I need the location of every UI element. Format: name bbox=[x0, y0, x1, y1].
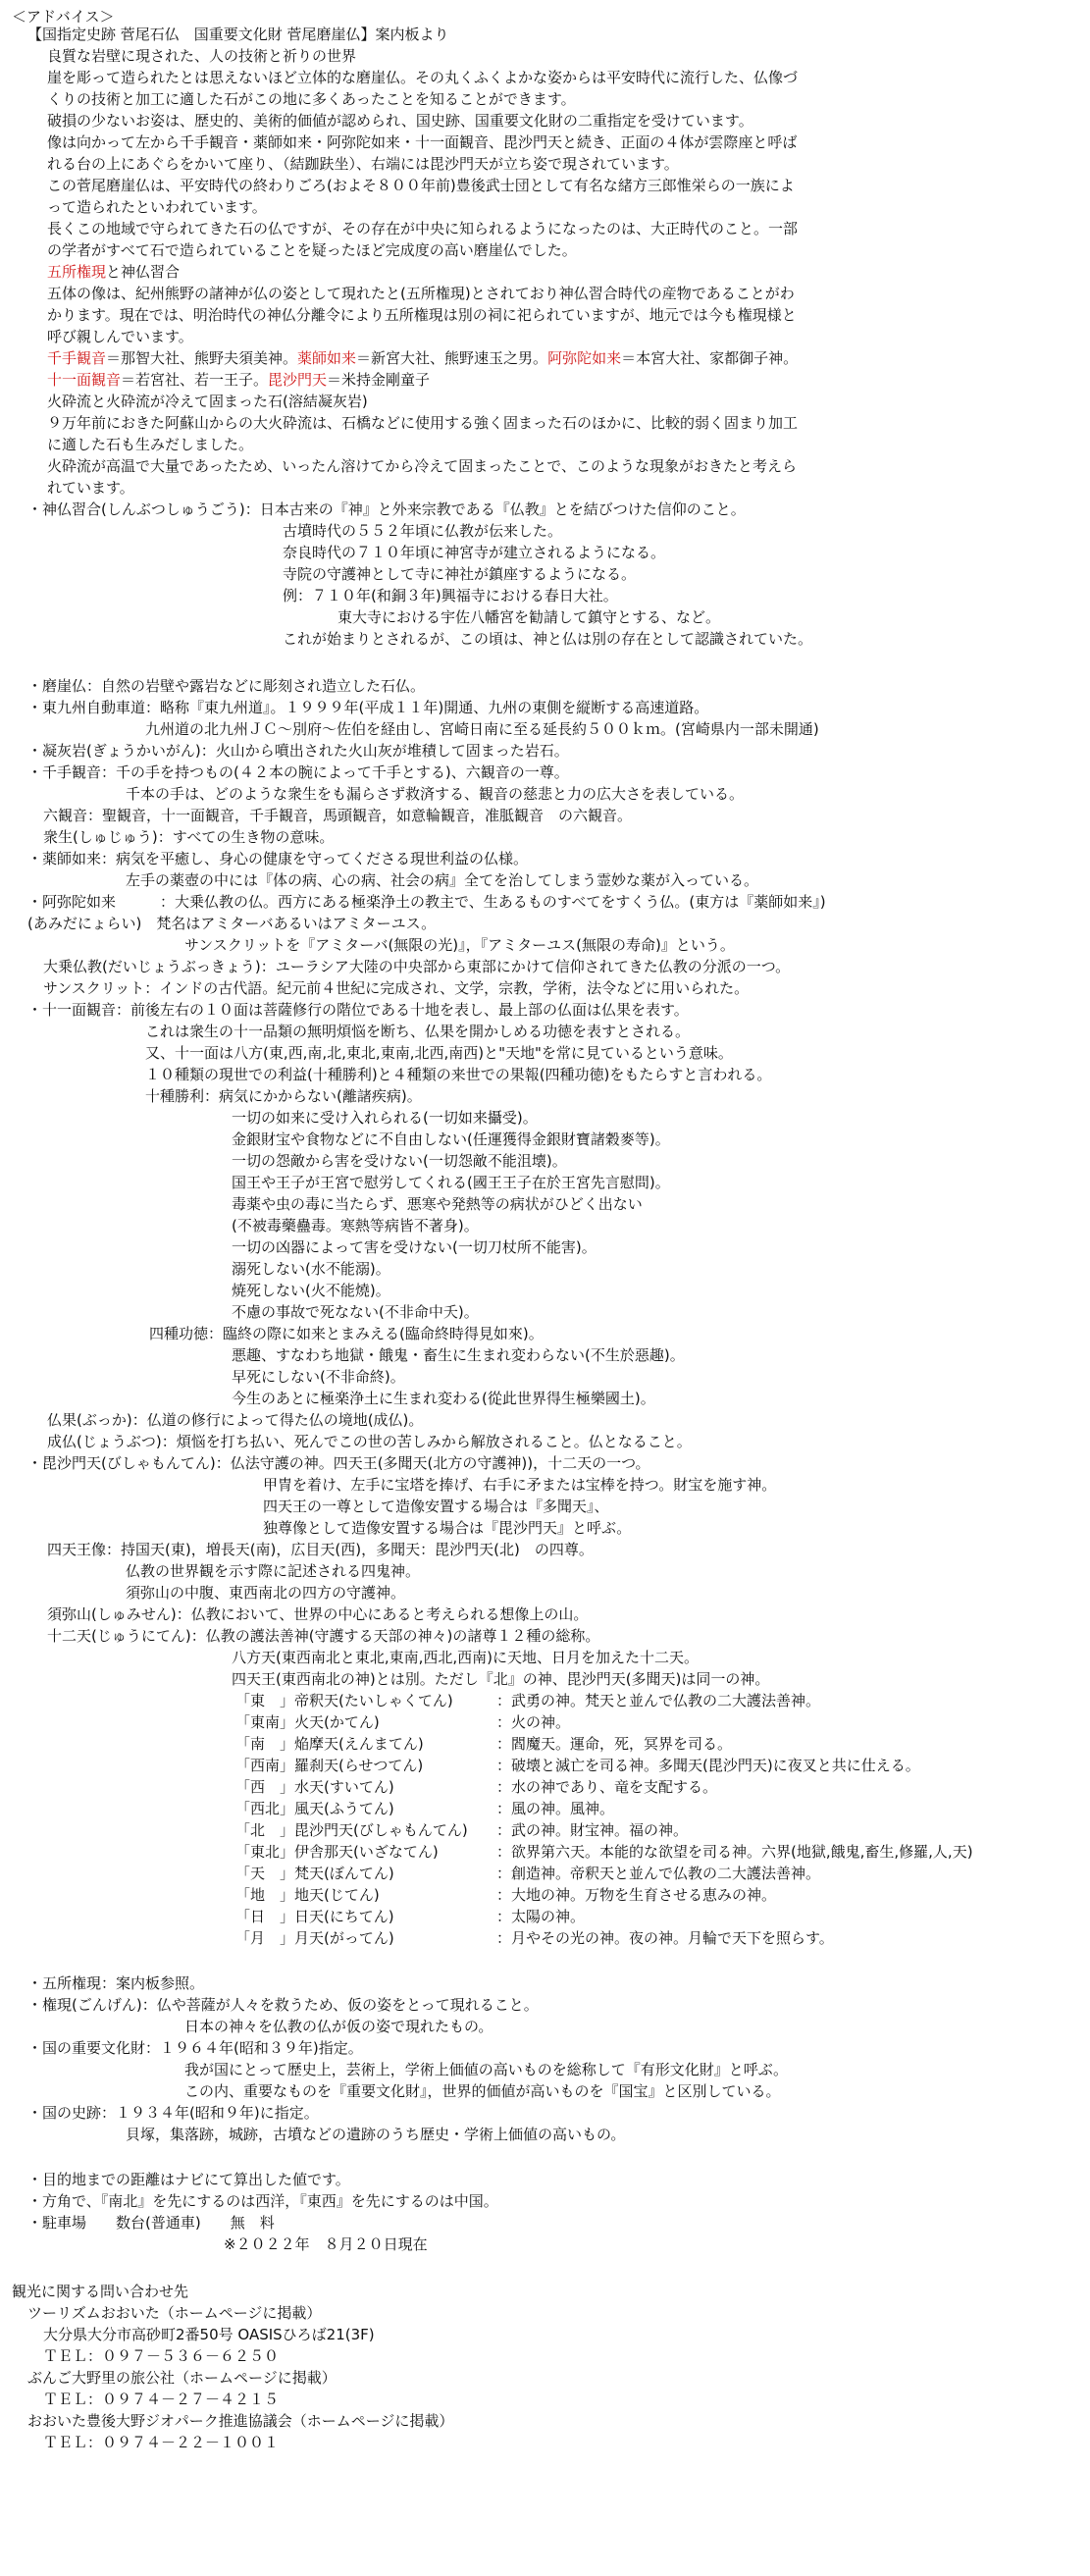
advice-label: ＜アドバイス＞ bbox=[12, 8, 115, 26]
deva-desc: ：破壊と滅亡を司る神。多聞天(毘沙門天)に夜叉と共に仕える。 bbox=[496, 1757, 920, 1774]
text-line: ・磨崖仏：自然の岩壁や露岩などに彫刻され造立した石仏。 bbox=[27, 677, 426, 695]
text-line: 大乗仏教(だいじょうぶっきょう)：ユーラシア大陸の中央部から東部にかけて信仰されてきた仏教の分派の一つ。 bbox=[43, 958, 791, 975]
text-line: ・凝灰岩(ぎょうかいがん)：火山から噴出された火山灰が堆積して固まった岩石。 bbox=[27, 742, 569, 760]
text-line: 崖を彫って造られたとは思えないほど立体的な磨崖仏。その丸くふくよかな姿からは平安時代に流行した、仏像づ bbox=[47, 69, 799, 86]
text-line: 須弥山の中腹、東西南北の四方の守護神。 bbox=[126, 1584, 406, 1602]
text-line: 奈良時代の７１０年頃に神宮寺が建立されるようになる。 bbox=[283, 544, 666, 561]
text-line: 仏果(ぶっか)：仏道の修行によって得た仏の境地(成仏)。 bbox=[47, 1411, 424, 1429]
deity-desc: ＝那智大社、熊野夫須美神。 bbox=[106, 349, 298, 367]
text-line: 火砕流と火砕流が冷えて固まった石(溶結凝灰岩) bbox=[47, 393, 368, 410]
text-line: ・薬師如来：病気を平癒し、身心の健康を守ってくださる現世利益の仏様。 bbox=[27, 850, 529, 867]
text-line: 毒薬や虫の毒に当たらず、悪寒や発熱等の病状がひどく出ない bbox=[232, 1195, 643, 1213]
contact-org: おおいた豊後大野ジオパーク推進協議会（ホームページに掲載） bbox=[27, 2412, 454, 2430]
text-line: れる台の上にあぐらをかいて座り、（結跏趺坐）、右端には毘沙門天が立ち姿で現されています。 bbox=[47, 155, 679, 173]
text-line: ・権現(ごんげん)：仏や菩薩が人々を救うため、仮の姿をとって現れること。 bbox=[27, 1996, 539, 2014]
deva-name: 「北 」毘沙門天(びしゃもんてん) bbox=[235, 1821, 468, 1839]
deva-desc: ：月やその光の神。夜の神。月輪で天下を照らす。 bbox=[496, 1929, 834, 1947]
highlight-term: 十一面観音 bbox=[47, 371, 122, 389]
text-line: の学者がすべて石で造られていることを疑ったほど完成度の高い磨崖仏でした。 bbox=[47, 241, 577, 259]
text-line: れています。 bbox=[47, 479, 134, 497]
text-line: ・国の重要文化財：１９６４年(昭和３９年)指定。 bbox=[27, 2039, 363, 2057]
text-line: 一切の怨敵から害を受けない(一切怨敵不能沮壊)。 bbox=[232, 1152, 567, 1170]
text-line: ・千手観音：千の手を持つもの(４２本の腕によって千手とする)、六観音の一尊。 bbox=[27, 763, 569, 781]
text-line: 九州道の北九州ＪＣ～別府～佐伯を経由し、宮崎日南に至る延長約５００ｋｍ。(宮崎県内一部未開通) bbox=[145, 720, 819, 738]
highlight-term: 五所権現 bbox=[47, 263, 107, 281]
deva-name: 「天 」梵天(ぼんてん) bbox=[235, 1865, 394, 1882]
deity-desc: ＝新宮大社、熊野速玉之男。 bbox=[356, 349, 548, 367]
text-line: 日本の神々を仏教の仏が仮の姿で現れたもの。 bbox=[184, 2018, 493, 2035]
text-line: 金銀財宝や食物などに不自由しない(任運獲得金銀財寶諸穀麥等)。 bbox=[232, 1130, 670, 1148]
deity-line-1 bbox=[47, 347, 798, 369]
text-line: これが始まりとされるが、この頃は、神と仏は別の存在として認識されていた。 bbox=[283, 630, 813, 648]
highlight-term: 毘沙門天 bbox=[268, 371, 328, 389]
text-line: 貝塚，集落跡，城跡，古墳などの遺跡のうち歴史・学術上価値の高いもの。 bbox=[126, 2126, 626, 2143]
text-line: 五体の像は、紀州熊野の諸神が仏の姿として現れたと(五所権現)とされており神仏習合時代の産物であることがわ bbox=[47, 285, 795, 302]
text-line: 甲冑を着け、左手に宝塔を捧げ、右手に矛または宝棒を持つ。財宝を施す神。 bbox=[263, 1476, 777, 1494]
text-line: くりの技術と加工に適した石がこの地に多くあったことを知ることができます。 bbox=[47, 90, 576, 108]
text-line: ・十一面観音：前後左右の１０面は菩薩修行の階位である十地を表し、最上部の仏面は仏果を表す。 bbox=[27, 1001, 689, 1019]
text-line: 一切の如来に受け入れられる(一切如来攝受)。 bbox=[232, 1109, 538, 1127]
text-line: 長くこの地域で守られてきた石の仏ですが、その存在が中央に知られるようになったのは、大正時代のこと。一部 bbox=[47, 220, 799, 237]
text-line: 独尊像として造像安置する場合は『毘沙門天』と呼ぶ。 bbox=[263, 1519, 632, 1537]
heading-rest: と神仏習合 bbox=[106, 263, 181, 281]
text-line: ・毘沙門天(びしゃもんてん)：仏法守護の神。四天王(多聞天(北方の守護神))，十二天の一つ。 bbox=[27, 1454, 650, 1472]
text-line: 焼死しない(火不能燒)。 bbox=[232, 1282, 390, 1299]
text-line: (あみだにょらい) 梵名はアミターバあるいはアミターユス。 bbox=[27, 915, 437, 932]
text-line: って造られたといわれています。 bbox=[47, 198, 267, 216]
text-line: ・方角で、『南北』を先にするのは西洋，『東西』を先にするのは中国。 bbox=[27, 2192, 498, 2210]
text-line: 仏教の世界観を示す際に記述される四鬼神。 bbox=[126, 1562, 421, 1580]
deva-name: 「月 」月天(がってん) bbox=[235, 1929, 394, 1947]
deity-desc: ＝若宮社、若一王子。 bbox=[121, 371, 269, 389]
deva-desc: ：閻魔天。運命，死，冥界を司る。 bbox=[496, 1735, 733, 1753]
contact-org: ツーリズムおおいた（ホームページに掲載） bbox=[27, 2304, 322, 2322]
text-line: かります。現在では、明治時代の神仏分離令により五所権現は別の祠に祀られていますが、地元では今も権現様と bbox=[47, 306, 797, 324]
text-line: ・目的地までの距離はナビにて算出した値です。 bbox=[27, 2171, 350, 2188]
deva-name: 「日 」日天(にちてん) bbox=[235, 1908, 394, 1925]
text-line: 成仏(じょうぶつ)：煩悩を打ち払い、死んでこの世の苦しみから解放されること。仏となること。 bbox=[47, 1433, 692, 1450]
text-line: 東大寺における宇佐八幡宮を勧請して鎮守とする、など。 bbox=[337, 608, 721, 626]
text-line: 悪趣、すなわち地獄・餓鬼・畜生に生まれ変わらない(不生於惡趣)。 bbox=[232, 1346, 685, 1364]
text-line: 左手の薬壺の中には『体の病、心の病、社会の病』全てを治してしまう霊妙な薬が入っている。 bbox=[126, 871, 759, 889]
deva-desc: ：創造神。帝釈天と並んで仏教の二大護法善神。 bbox=[496, 1865, 821, 1882]
deva-desc: ：武の神。財宝神。福の神。 bbox=[496, 1821, 689, 1839]
deva-desc: ：欲界第六天。本能的な欲望を司る神。六界(地獄,餓鬼,畜生,修羅,人,天) bbox=[496, 1843, 973, 1861]
text-line: 八方天(東西南北と東北,東南,西北,西南)に天地、日月を加えた十二天。 bbox=[232, 1649, 700, 1666]
text-line: 四天王像：持国天(東)，増長天(南)，広目天(西)，多聞天：毘沙門天(北) の四尊。 bbox=[47, 1541, 594, 1558]
deva-desc: ：大地の神。万物を生育させる恵みの神。 bbox=[496, 1886, 777, 1904]
text-line: 十種勝利：病気にかからない(離諸疾病)。 bbox=[145, 1087, 422, 1105]
contact-tel: ＴＥＬ：０９７－５３６－６２５０ bbox=[43, 2347, 280, 2365]
text-line: 衆生(しゅじゅう)：すべての生き物の意味。 bbox=[43, 828, 335, 846]
text-line: 四天王の一尊として造像安置する場合は『多聞天』、 bbox=[263, 1498, 609, 1515]
text-line: (不被毒藥蠱毒。寒熱等病皆不著身)。 bbox=[232, 1217, 479, 1235]
text-line: 破損の少ないお姿は、歴史的、美術的価値が認められ、国史跡、国重要文化財の二重指定を受けています。 bbox=[47, 112, 753, 130]
text-line: 千本の手は、どのような衆生をも漏らさず救済する、観音の慈悲と力の広大さを表している。 bbox=[126, 785, 745, 803]
text-line: ・国の史跡：１９３４年(昭和９年)に指定。 bbox=[27, 2104, 319, 2122]
text-line: ※２０２２年 ８月２０日現在 bbox=[224, 2235, 428, 2253]
text-line: 六観音：聖観音，十一面観音，千手観音，馬頭観音，如意輪観音，准胝観音 の六観音。 bbox=[43, 807, 633, 824]
contact-org: ぶんご大野里の旅公社（ホームページに掲載） bbox=[27, 2369, 337, 2387]
text-line: 火砕流が高温で大量であったため、いったん溶けてから冷えて固まったことで、このような現象がおきたと考えら bbox=[47, 457, 797, 475]
text-line: ・阿弥陀如来 ：大乗仏教の仏。西方にある極楽浄土の教主で、生あるものすべてをすくう仏。(東方は『薬師如来』) bbox=[27, 893, 826, 911]
highlight-term: 阿弥陀如来 bbox=[547, 349, 622, 367]
deva-desc: ：太陽の神。 bbox=[496, 1908, 586, 1925]
text-line: 早死にしない(不非命終)。 bbox=[232, 1368, 405, 1386]
text-line: ９万年前におきた阿蘇山からの大火砕流は、石橋などに使用する強く固まった石のほかに、比較的弱く固まり加工 bbox=[47, 414, 799, 432]
deva-name: 「西南」羅刹天(らせつてん) bbox=[235, 1757, 424, 1774]
text-line: ・東九州自動車道：略称『東九州道』。１９９９年(平成１１年)開通、九州の東側を縦断する高速道路。 bbox=[27, 699, 709, 716]
contact-address: 大分県大分市高砂町2番50号 OASISひろば21(3F) bbox=[43, 2326, 375, 2343]
gosho-heading bbox=[47, 261, 180, 283]
text-line: これは衆生の十一品類の無明煩悩を断ち、仏果を開かしめる功徳を表すとされる。 bbox=[145, 1023, 691, 1040]
text-line: 古墳時代の５５２年頃に仏教が伝来した。 bbox=[283, 522, 563, 540]
contact-tel: ＴＥＬ：０９７４－２７－４２１５ bbox=[43, 2391, 280, 2408]
text-line: 例：７１０年(和銅３年)興福寺における春日大社。 bbox=[283, 587, 618, 605]
text-line: サンスクリットを『アミターバ(無限の光)』，『アミターユス(無限の寿命)』という。 bbox=[184, 936, 735, 954]
deity-line-2 bbox=[47, 369, 430, 391]
deva-name: 「西 」水天(すいてん) bbox=[235, 1778, 394, 1796]
deva-desc: ：武勇の神。梵天と並んで仏教の二大護法善神。 bbox=[496, 1692, 821, 1709]
deva-name: 「東南」火天(かてん) bbox=[235, 1713, 380, 1731]
text-line: 又、十一面は八方(東,西,南,北,東北,東南,北西,南西)と"天地"を常に見ているという意味。 bbox=[145, 1044, 733, 1062]
text-line: に適した石も生みだしました。 bbox=[47, 436, 254, 453]
deva-name: 「南 」焔摩天(えんまてん) bbox=[235, 1735, 424, 1753]
deity-desc: ＝本宮大社、家都御子神。 bbox=[621, 349, 799, 367]
text-line: この内、重要なものを『重要文化財』，世界的価値が高いものを『国宝』と区別している。 bbox=[184, 2082, 781, 2100]
text-line: サンスクリット：インドの古代語。紀元前４世紀に完成され、文学，宗教，学術，法令などに用いられた。 bbox=[43, 979, 750, 997]
highlight-term: 薬師如来 bbox=[297, 349, 357, 367]
text-line: 我が国にとって歴史上，芸術上，学術上価値の高いものを総称して『有形文化財』と呼ぶ。 bbox=[184, 2061, 789, 2078]
text-line: 良質な岩壁に現された、人の技術と祈りの世界 bbox=[47, 47, 357, 65]
text-line: 一切の凶器によって害を受けない(一切刀杖所不能害)。 bbox=[232, 1238, 597, 1256]
text-line: 今生のあとに極楽浄土に生まれ変わる(從此世界得生極樂國土)。 bbox=[232, 1390, 655, 1407]
deva-name: 「地 」地天(じてん) bbox=[235, 1886, 380, 1904]
deva-name: 「東北」伊舎那天(いざなてん) bbox=[235, 1843, 439, 1861]
text-line: 四天王(東西南北の神)とは別。ただし『北』の神、毘沙門天(多聞天)は同一の神。 bbox=[232, 1670, 770, 1688]
section-title: 【国指定史跡 菅尾石仏 国重要文化財 菅尾磨崖仏】案内板より bbox=[27, 26, 449, 43]
deva-name: 「東 」帝釈天(たいしゃくてん) bbox=[235, 1692, 453, 1709]
text-line: 国王や王子が王宮で慰労してくれる(國王王子在於王宮先言慰問)。 bbox=[232, 1174, 670, 1191]
contact-tel: ＴＥＬ：０９７４－２２－１００１ bbox=[43, 2434, 280, 2451]
text-line: 寺院の守護神として寺に神社が鎮座するようになる。 bbox=[283, 565, 637, 583]
text-line: 呼び親しんでいます。 bbox=[47, 328, 193, 345]
contact-heading: 観光に関する問い合わせ先 bbox=[12, 2283, 189, 2300]
text-line: １０種類の現世での利益(十種勝利)と４種類の来世での果報(四種功徳)をもたらすと言われる。 bbox=[145, 1066, 772, 1083]
deva-name: 「西北」風天(ふうてん) bbox=[235, 1800, 394, 1817]
text-line: ・五所権現：案内板参照。 bbox=[27, 1974, 205, 1992]
deva-desc: ：風の神。風神。 bbox=[496, 1800, 615, 1817]
text-line: ・駐車場 数台(普通車) 無 料 bbox=[27, 2214, 275, 2232]
highlight-term: 千手観音 bbox=[47, 349, 107, 367]
text-line: 溺死しない(水不能溺)。 bbox=[232, 1260, 390, 1278]
deva-desc: ：火の神。 bbox=[496, 1713, 571, 1731]
text-line: 像は向かって左から千手観音・薬師如来・阿弥陀如来・十一面観音、毘沙門天と続き、正面の４体が雲際座と呼ば bbox=[47, 133, 798, 151]
text-line: 四種功徳：臨終の際に如来とまみえる(臨命終時得見如來)。 bbox=[149, 1325, 544, 1342]
text-line: 須弥山(しゅみせん)：仏教において、世界の中心にあると考えられる想像上の山。 bbox=[47, 1605, 589, 1623]
text-line: 十二天(じゅうにてん)：仏教の護法善神(守護する天部の神々)の諸尊１２種の総称。 bbox=[47, 1627, 600, 1645]
text-line: 不慮の事故で死なない(不非命中夭)。 bbox=[232, 1303, 479, 1321]
text-line: この菅尾磨崖仏は、平安時代の終わりごろ(およそ８００年前)豊後武士団として有名な緒方三郎惟栄らの一族によ bbox=[47, 177, 795, 194]
text-line: ・神仏習合(しんぶつしゅうごう)：日本古来の『神』と外来宗教である『仏教』とを結びつけた信仰のこと。 bbox=[27, 500, 746, 518]
deity-desc: ＝米持金剛童子 bbox=[327, 371, 431, 389]
deva-desc: ：水の神であり、竜を支配する。 bbox=[496, 1778, 718, 1796]
